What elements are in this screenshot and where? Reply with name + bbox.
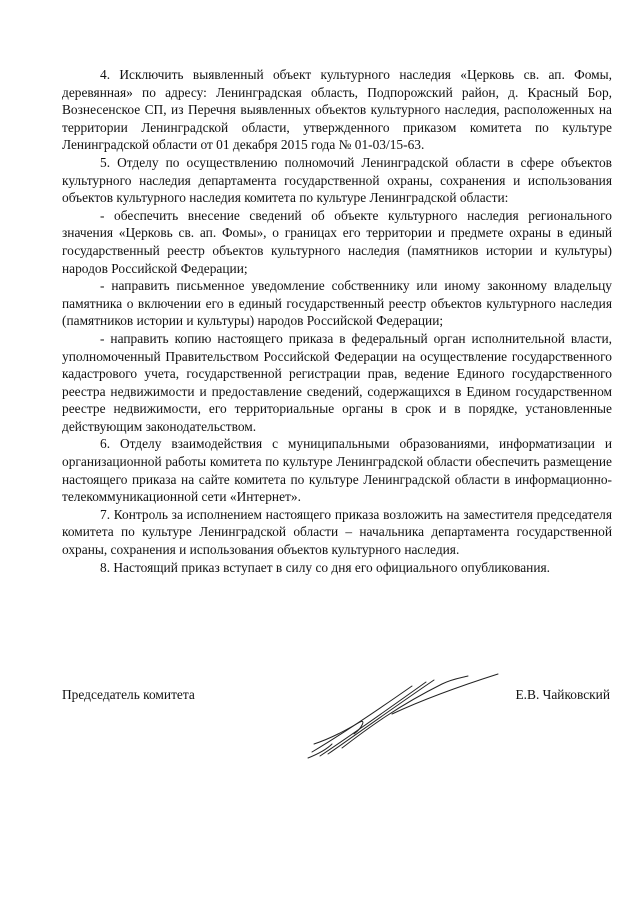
paragraph-item-8: 8. Настоящий приказ вступает в силу со дня его официального опубликования. bbox=[100, 559, 550, 575]
signatory-title: Председатель комитета bbox=[62, 687, 195, 702]
paragraph-item-5: 5. Отделу по осуществлению полномочий Ленинградской области в сфере объектов культурного наследия департамента государственной охраны, сохранения и использования объектов культурного наследия комитета по культуре Ленинградской области: bbox=[62, 154, 612, 206]
paragraph-subitem-register: - обеспечить внесение сведений об объекте культурного наследия регионального значения «Церковь св. ап. Фомы», о границах его территории и предмете охраны в единый государственный реестр объектов культурного наследия (памятников истории и культуры) народов Российской Федерации; bbox=[62, 207, 612, 276]
signatory-name: Е.В. Чайковский bbox=[515, 687, 610, 702]
handwritten-signature-icon bbox=[302, 664, 502, 764]
paragraph-subitem-send-copy: - направить копию настоящего приказа в федеральный орган исполнительной власти, уполномоченный Правительством Российской Федерации на осуществление государственного кадастрового учета, государственной регистрации прав, ведение Единого государственного реестра недвижимости и предоставление сведений, содержащихся в Едином государственном реестре недвижимости, его территориальные органы в срок и в порядке, установленные действующим законодательством. bbox=[62, 330, 612, 434]
paragraph-subitem-notify-owner: - направить письменное уведомление собственнику или иному законному владельцу памятника о включении его в единый государственный реестр объектов культурного наследия (памятников истории и культуры) народов Российской Федерации; bbox=[62, 278, 612, 329]
paragraph-item-4: 4. Исключить выявленный объект культурного наследия «Церковь св. ап. Фомы, деревянная» по адресу: Ленинградская область, Подпорожский район, д. Красный Бор, Вознесенское СП, из Перечня выявленных объектов культурного наследия, расположенных на территории Ленинградской области, утвержденного приказом комитета по культуре Ленинградской области от 01 декабря 2015 года № 01-03/15-63. bbox=[62, 67, 612, 153]
paragraph-item-6: 6. Отделу взаимодействия с муниципальными образованиями, информатизации и организационной работы комитета по культуре Ленинградской области обеспечить размещение настоящего приказа на сайте комитета по культуре Ленинградской области в информационно-телекоммуникационной сети «Интернет». bbox=[62, 436, 612, 505]
paragraph-item-7: 7. Контроль за исполнением настоящего приказа возложить на заместителя председателя комитета по культуре Ленинградской области – начальника департамента государственной охраны, сохранения и использования объектов культурного наследия. bbox=[62, 506, 612, 558]
signature-block bbox=[62, 686, 612, 766]
document-body bbox=[62, 66, 612, 576]
